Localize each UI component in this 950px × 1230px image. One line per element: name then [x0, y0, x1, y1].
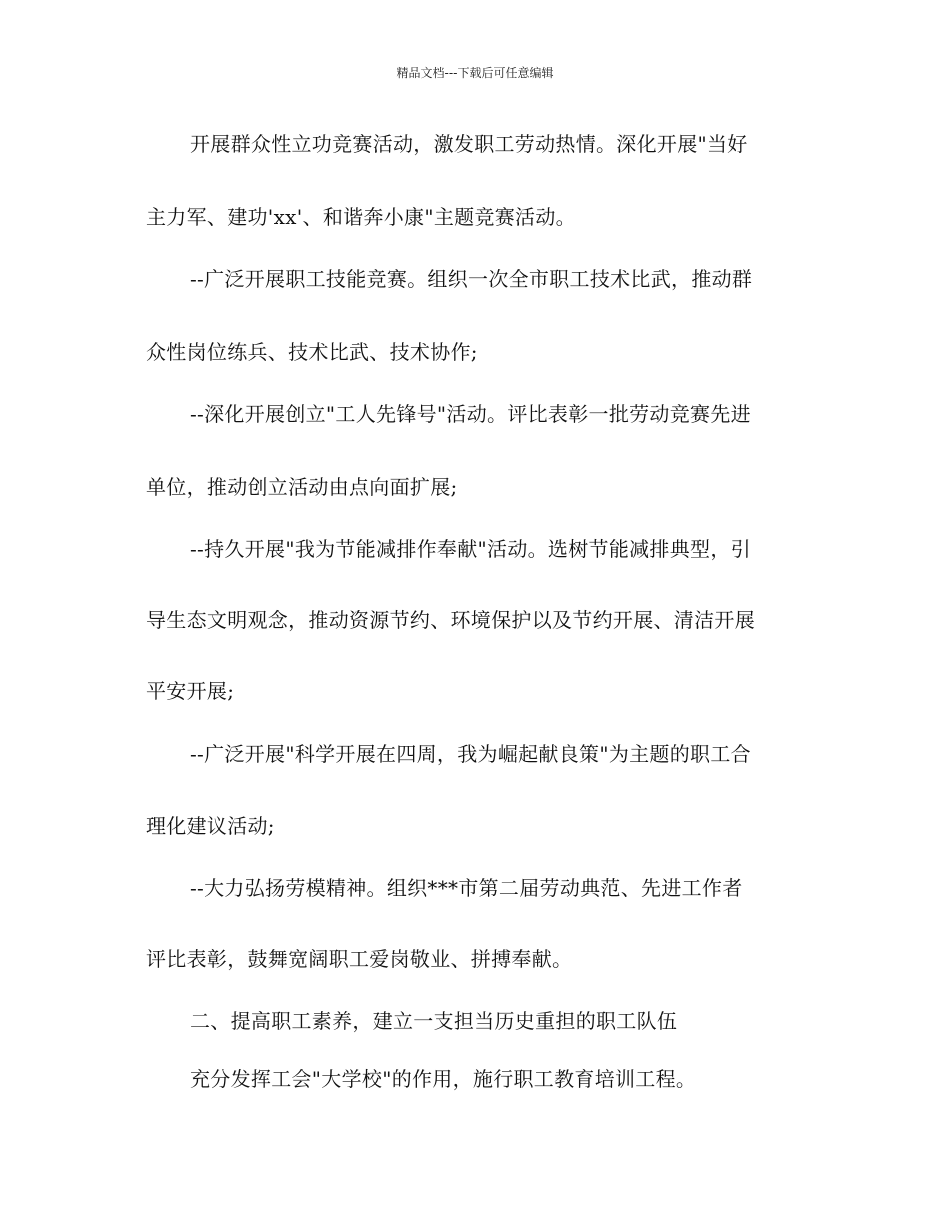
paragraph-line: --大力弘扬劳模精神。组织***市第二届劳动典范、先进工作者: [190, 876, 743, 900]
paragraph-line: --广泛开展"科学开展在四周，我为崛起献良策"为主题的职工合: [190, 742, 751, 766]
paragraph-line: --持久开展"我为节能减排作奉献"活动。选树节能减排典型，引: [190, 537, 751, 561]
paragraph-line: 开展群众性立功竞赛活动，激发职工劳动热情。深化开展"当好: [190, 132, 748, 156]
paragraph-line: 单位，推动创立活动由点向面扩展;: [146, 475, 458, 499]
section-heading: 二、提高职工素养，建立一支担当历史重担的职工队伍: [190, 1009, 678, 1033]
paragraph-line: 主力军、建功'xx'、和谐奔小康"主题竞赛活动。: [146, 205, 576, 229]
paragraph-line: 导生态文明观念，推动资源节约、环境保护以及节约开展、清洁开展: [146, 608, 755, 632]
page-header: 精品文档---下载后可任意编辑: [396, 66, 554, 80]
paragraph-line: 理化建议活动;: [146, 814, 275, 838]
paragraph-line: --广泛开展职工技能竞赛。组织一次全市职工技术比武，推动群: [190, 267, 753, 291]
paragraph-line: --深化开展创立"工人先锋号"活动。评比表彰一批劳动竞赛先进: [190, 402, 751, 426]
paragraph-line: 评比表彰，鼓舞宽阔职工爱岗敬业、拼搏奉献。: [146, 947, 573, 971]
paragraph-line: 平安开展;: [146, 679, 235, 703]
paragraph-line: 众性岗位练兵、技术比武、技术协作;: [146, 340, 478, 364]
paragraph-line: 充分发挥工会"大学校"的作用，施行职工教育培训工程。: [190, 1067, 697, 1091]
